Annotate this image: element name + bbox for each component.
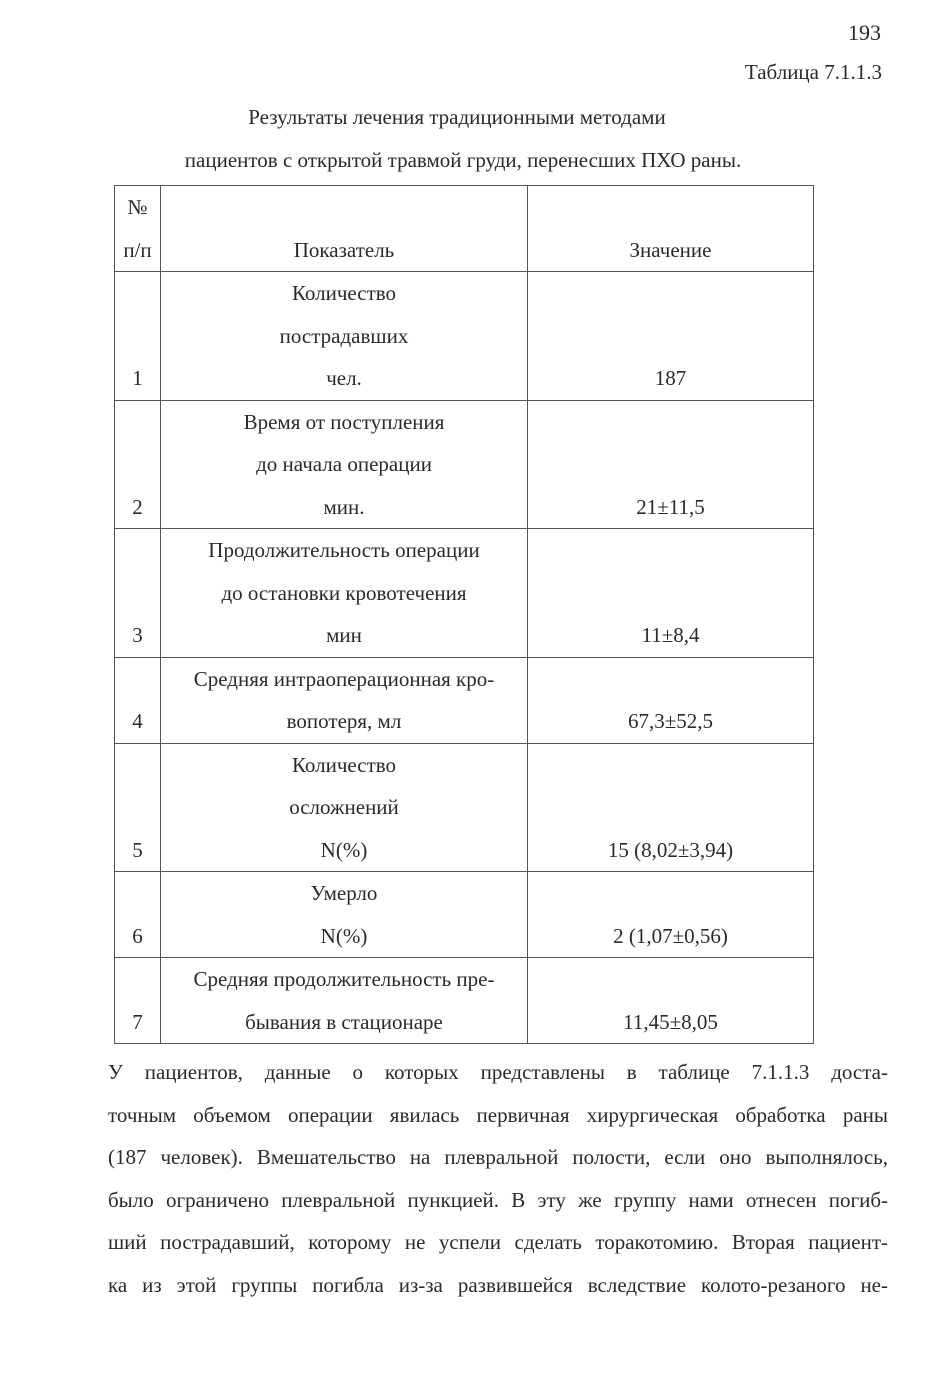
body-line: ший пострадавший, которому не успели сделать торакотомию. Вторая пациент-	[108, 1230, 888, 1254]
row-number: 3	[115, 529, 161, 658]
table-title-line-2: пациентов с открытой травмой груди, перенесших ПХО раны.	[184, 148, 742, 172]
header-indicator-label: Показатель	[293, 237, 395, 262]
table-title-line-1: Результаты лечения традиционными методами	[248, 105, 666, 129]
body-line: (187 человек). Вмешательство на плевральной полости, если оно выполнялось,	[108, 1145, 888, 1169]
indicator-line: Количество	[291, 752, 397, 777]
row-value: 2 (1,07±0,56)	[528, 872, 814, 958]
row-number: 6	[115, 872, 161, 958]
body-line: У пациентов, данные о которых представлены в таблице 7.1.1.3 доста-	[108, 1060, 888, 1084]
header-num-cell	[115, 186, 161, 272]
row-value: 187	[528, 272, 814, 401]
row-number: 4	[115, 657, 161, 743]
indicator-line: до остановки кровотечения	[221, 580, 467, 605]
body-line: ка из этой группы погибла из-за развившейся вследствие колото-резаного не-	[108, 1272, 888, 1297]
indicator-line: мин	[326, 623, 362, 647]
indicator-line: Умерло	[310, 881, 378, 905]
row-indicator	[161, 872, 528, 958]
table-row	[115, 657, 814, 743]
row-indicator	[161, 743, 528, 872]
table-header-row	[115, 186, 814, 272]
row-indicator	[161, 272, 528, 401]
row-value: 11±8,4	[528, 529, 814, 658]
indicator-line: до начала операции	[256, 452, 432, 476]
indicator-line: осложнений	[289, 795, 399, 819]
row-indicator	[161, 400, 528, 529]
row-value: 67,3±52,5	[528, 657, 814, 743]
indicator-line: вопотеря, мл	[286, 709, 402, 733]
row-number: 7	[115, 958, 161, 1044]
indicator-line: пострадавших	[279, 323, 409, 348]
row-indicator	[161, 529, 528, 658]
indicator-line: бывания в стационаре	[245, 1009, 443, 1034]
table-row	[115, 529, 814, 658]
indicator-line: чел.	[326, 366, 362, 390]
row-number: 2	[115, 400, 161, 529]
body-line: точным объемом операции явилась первичная хирургическая обработка раны	[108, 1102, 888, 1127]
table-row	[115, 958, 814, 1044]
header-num-label: п/п	[123, 237, 152, 262]
table-row	[115, 400, 814, 529]
indicator-line: Продолжительность операции	[208, 538, 480, 562]
indicator-line: Средняя интраоперационная кро-	[193, 666, 495, 691]
indicator-line: N(%)	[320, 837, 368, 862]
table-row	[115, 272, 814, 401]
row-value: 21±11,5	[528, 400, 814, 529]
table-row	[115, 872, 814, 958]
row-indicator	[161, 657, 528, 743]
results-table	[114, 185, 814, 1044]
header-num-symbol: №	[127, 195, 148, 219]
row-indicator	[161, 958, 528, 1044]
header-indicator-cell	[161, 186, 528, 272]
body-line: было ограничено плевральной пункцией. В эту же группу нами отнесен погиб-	[108, 1187, 888, 1212]
row-number: 5	[115, 743, 161, 872]
indicator-line: Количество	[291, 281, 397, 305]
body-paragraph	[108, 1051, 888, 1306]
row-value: 11,45±8,05	[528, 958, 814, 1044]
indicator-line: Средняя продолжительность пре-	[193, 967, 495, 991]
indicator-line: Время от поступления	[243, 409, 445, 434]
table-row	[115, 743, 814, 872]
indicator-line: N(%)	[320, 923, 368, 948]
header-value-cell	[528, 186, 814, 272]
row-value: 15 (8,02±3,94)	[528, 743, 814, 872]
indicator-line: мин.	[323, 494, 365, 519]
page-number: 193	[848, 20, 881, 45]
table-label: Таблица 7.1.1.3	[744, 60, 882, 84]
row-number: 1	[115, 272, 161, 401]
header-value-label: Значение	[629, 237, 712, 262]
